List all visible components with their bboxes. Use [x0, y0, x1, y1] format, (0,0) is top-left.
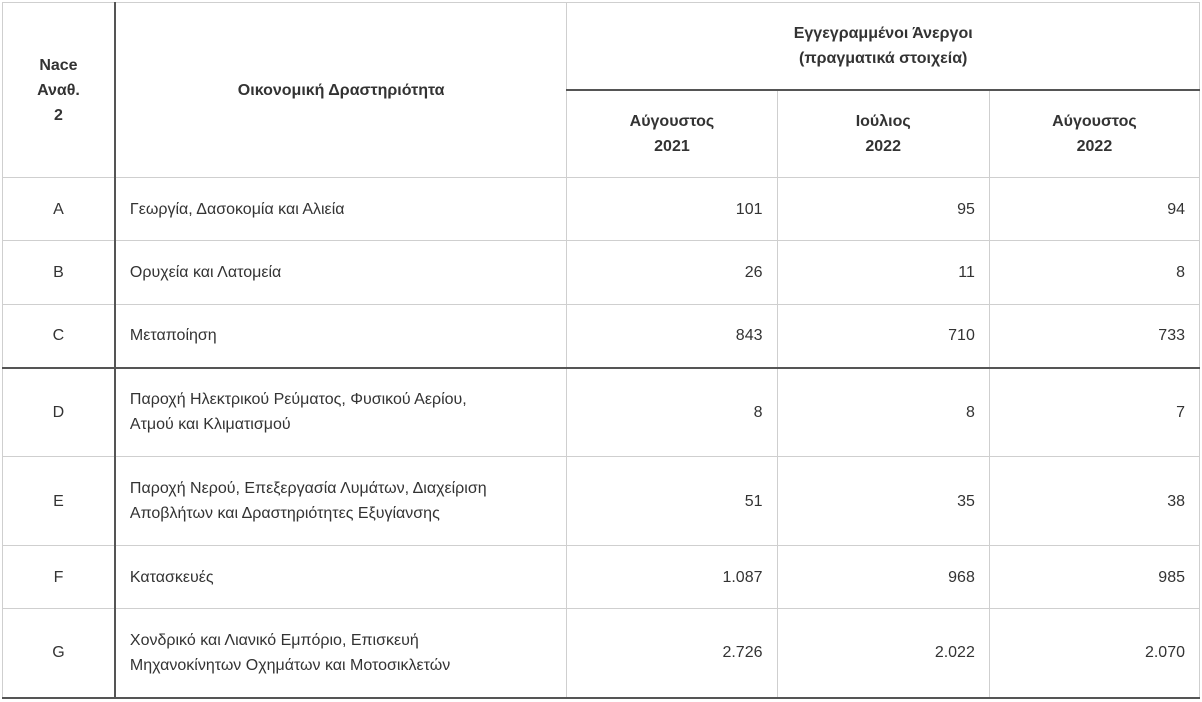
value-cell: 26 — [567, 241, 777, 305]
period-year: 2022 — [865, 137, 901, 155]
value-cell: 11 — [777, 241, 989, 305]
period-month: Αύγουστος — [1052, 112, 1137, 130]
table-row — [3, 546, 1200, 609]
nace-code-header — [3, 3, 115, 178]
nace-code-cell: D — [3, 368, 115, 457]
table-row — [3, 368, 1200, 457]
activity-header: Οικονομική Δραστηριότητα — [115, 3, 567, 178]
value-cell: 843 — [567, 305, 777, 368]
nace-code-header-line: 2 — [54, 106, 63, 124]
group-header-line: Εγγεγραμμένοι Άνεργοι — [793, 24, 973, 42]
value-cell: 968 — [777, 546, 989, 609]
value-cell: 985 — [989, 546, 1199, 609]
activity-line: Χονδρικό και Λιανικό Εμπόριο, Επισκευή — [129, 631, 419, 649]
activity-line: Παροχή Ηλεκτρικού Ρεύματος, Φυσικού Αερίου, — [129, 391, 467, 409]
unemployment-table — [2, 2, 1200, 699]
period-year: 2022 — [1076, 137, 1113, 155]
value-cell: 1.087 — [567, 546, 777, 609]
value-cell: 94 — [989, 178, 1199, 241]
period-header-aug-2021 — [567, 90, 777, 178]
period-header-jul-2022 — [777, 90, 989, 178]
value-cell: 95 — [777, 178, 989, 241]
nace-code-cell: A — [3, 178, 115, 241]
value-cell: 8 — [567, 368, 777, 457]
nace-code-cell: B — [3, 241, 115, 305]
value-cell: 7 — [989, 368, 1199, 457]
period-month: Ιούλιος — [855, 112, 911, 130]
value-cell: 710 — [777, 305, 989, 368]
table-row — [3, 241, 1200, 305]
activity-cell — [115, 457, 567, 546]
value-cell: 2.070 — [989, 609, 1199, 698]
nace-code-cell: E — [3, 457, 115, 546]
activity-cell: Γεωργία, Δασοκομία και Αλιεία — [115, 178, 567, 241]
nace-code-header-line: Nace — [39, 56, 78, 74]
value-cell: 8 — [777, 368, 989, 457]
table-row — [3, 178, 1200, 241]
table-row — [3, 609, 1200, 698]
table-row — [3, 305, 1200, 368]
period-year: 2021 — [654, 137, 690, 155]
nace-code-cell: G — [3, 609, 115, 698]
value-cell: 733 — [989, 305, 1199, 368]
period-header-aug-2022 — [989, 90, 1199, 178]
nace-code-cell: F — [3, 546, 115, 609]
value-cell: 35 — [777, 457, 989, 546]
activity-cell: Μεταποίηση — [115, 305, 567, 368]
activity-cell: Ορυχεία και Λατομεία — [115, 241, 567, 305]
value-cell: 2.022 — [777, 609, 989, 698]
value-cell: 2.726 — [567, 609, 777, 698]
activity-cell — [115, 609, 567, 698]
value-cell: 38 — [989, 457, 1199, 546]
nace-code-header-line: Αναθ. — [37, 81, 80, 99]
activity-line: Ατμού και Κλιματισμού — [129, 416, 291, 434]
activity-line: Παροχή Νερού, Επεξεργασία Λυμάτων, Διαχείριση — [129, 480, 487, 497]
activity-line: Αποβλήτων και Δραστηριότητες Εξυγίανσης — [129, 505, 440, 522]
nace-code-cell: C — [3, 305, 115, 368]
activity-line: Μηχανοκίνητων Οχημάτων και Μοτοσικλετών — [129, 656, 451, 674]
registered-unemployed-group-header — [567, 3, 1200, 90]
table-row — [3, 457, 1200, 546]
period-month: Αύγουστος — [629, 112, 715, 130]
activity-cell — [115, 368, 567, 457]
value-cell: 101 — [567, 178, 777, 241]
activity-cell: Κατασκευές — [115, 546, 567, 609]
value-cell: 8 — [989, 241, 1199, 305]
group-header-line: (πραγματικά στοιχεία) — [799, 49, 968, 67]
value-cell: 51 — [567, 457, 777, 546]
